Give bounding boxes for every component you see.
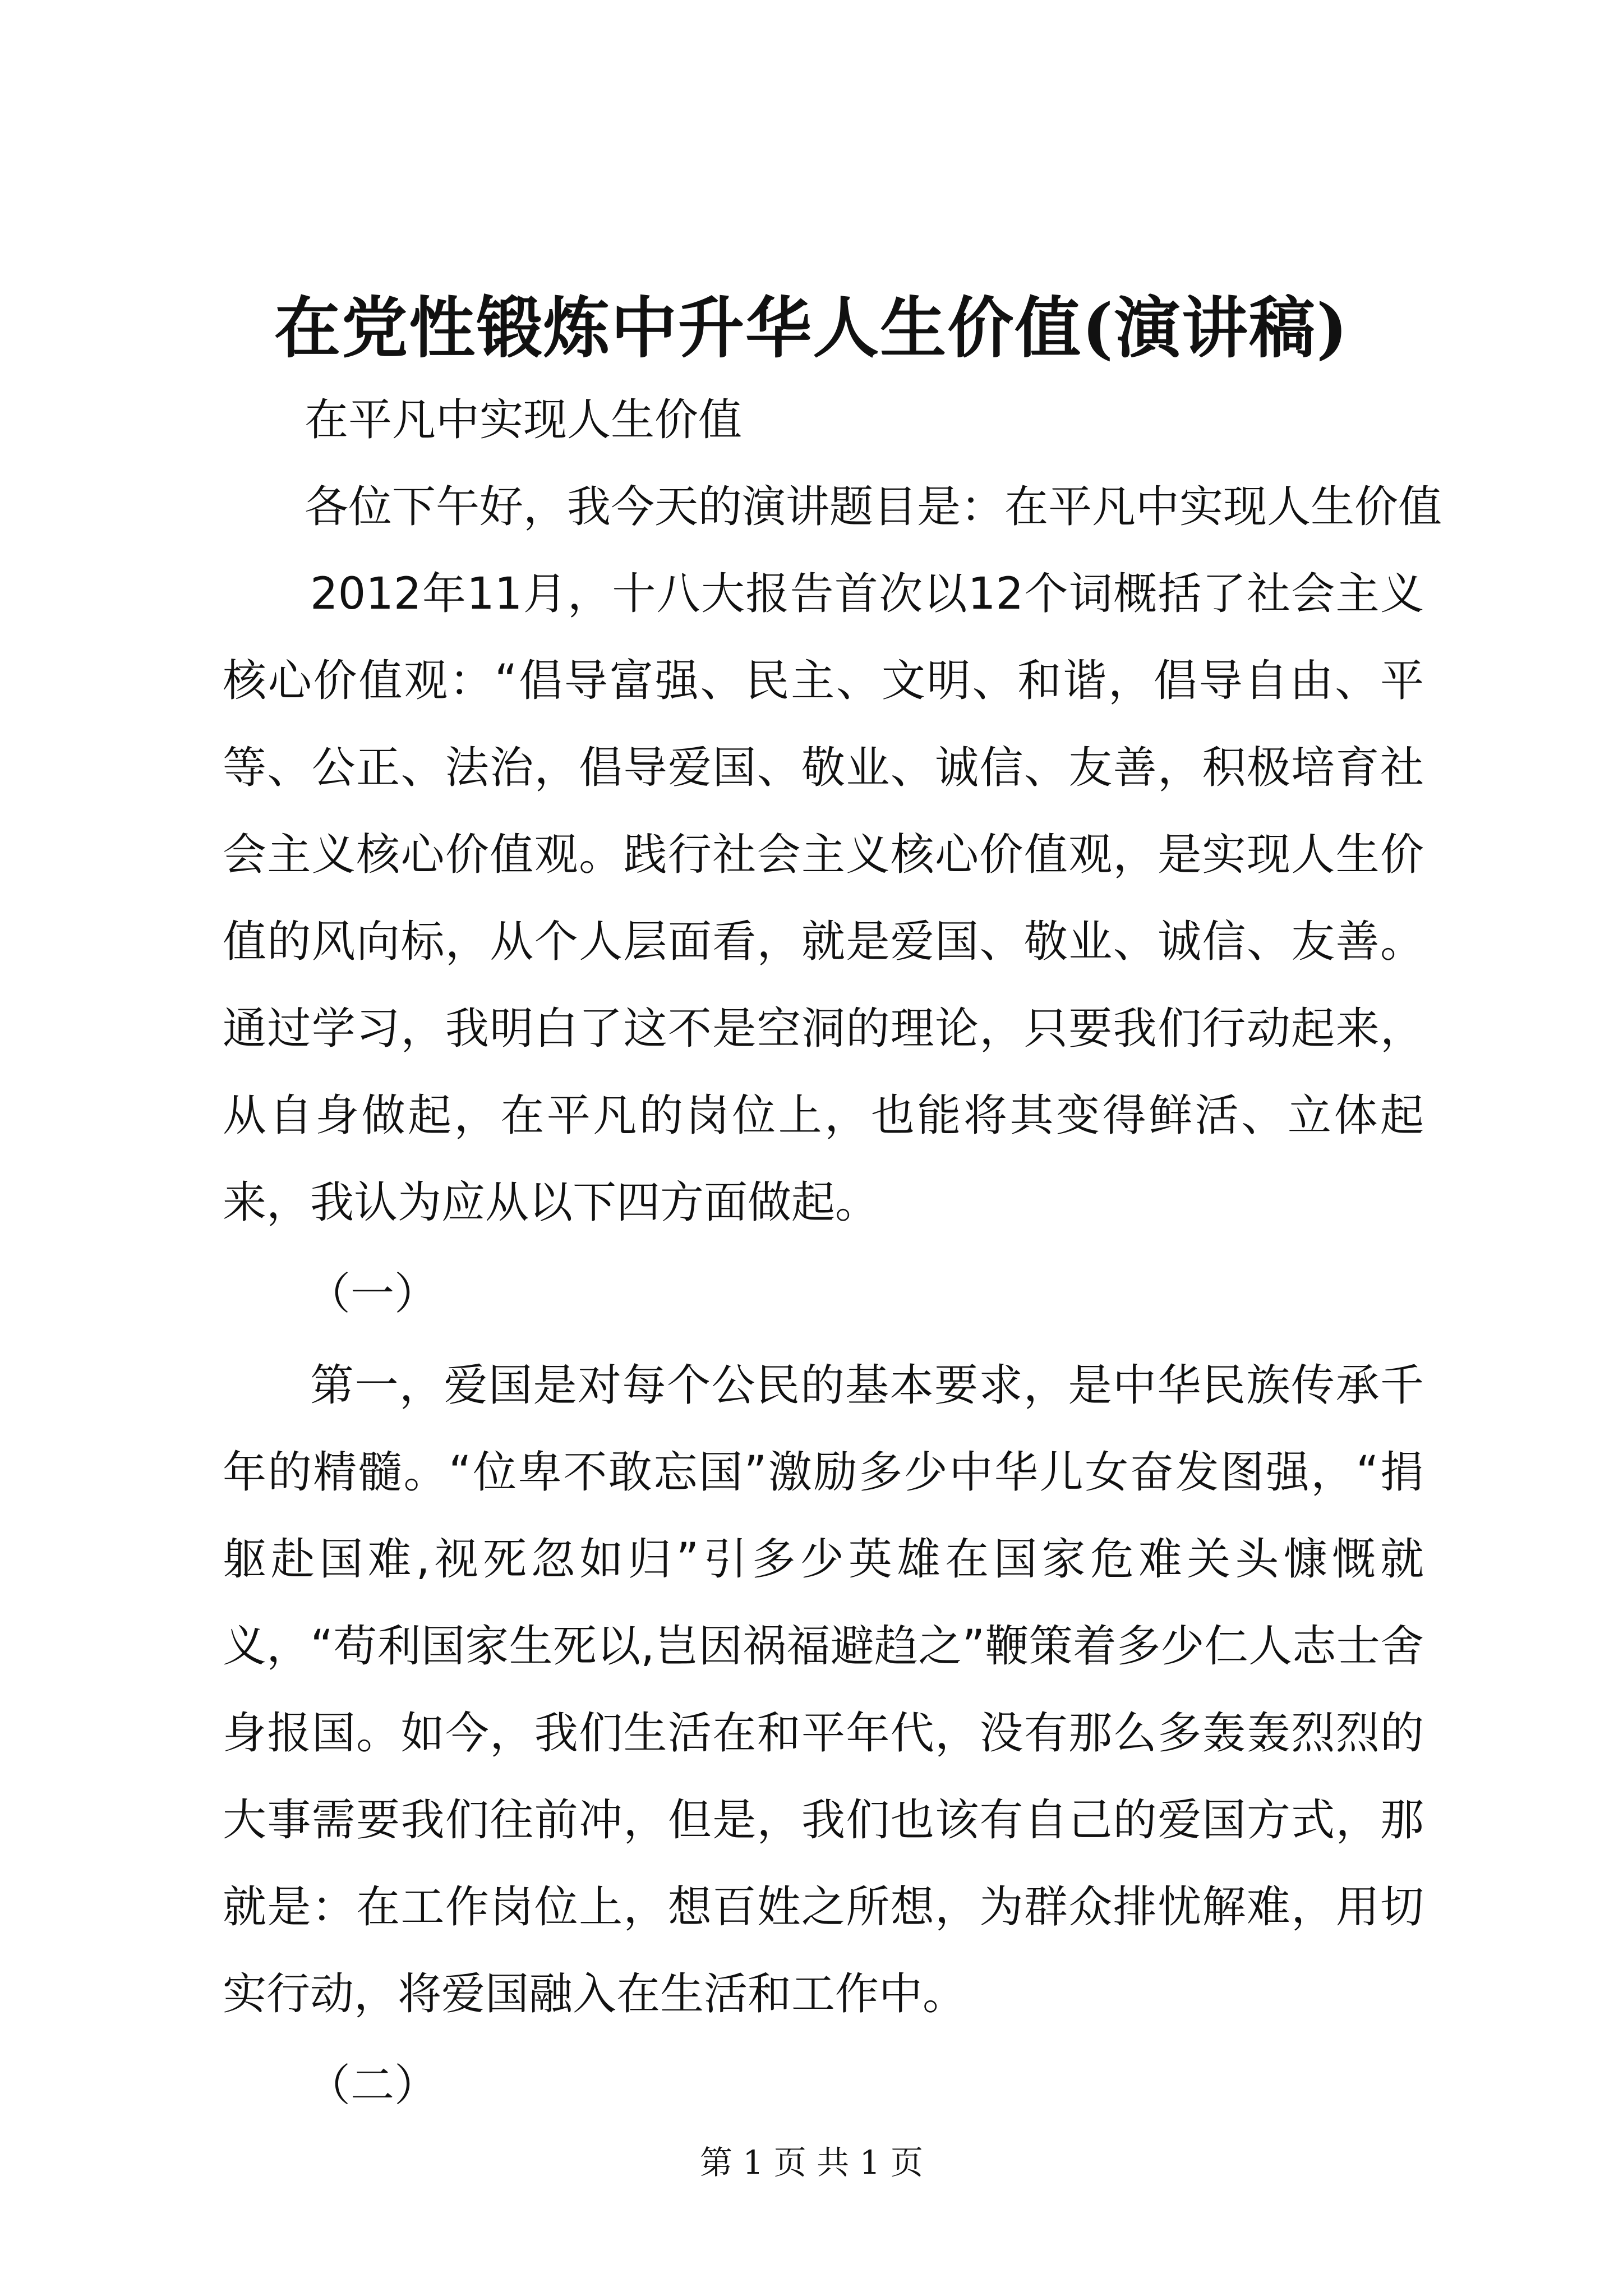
greeting-line: 各位下午好，我今天的演讲题目是：在平凡中实现人生价值 xyxy=(305,482,1442,532)
section-1-paragraph: 第一，爱国是对每个公民的基本要求，是中华民族传承千年的精髓。“位卑不敢忘国”激励多少中华儿女奋发图强，“捐躯赴国难,视死忽如归”引多少英雄在国家危难关头慷慨就义，“苟利国家生死以,岂因祸福避趋之”鞭策着多少仁人志士舍身报国。如今，我们生活在和平年代，没有那么多轰轰烈烈的大事需要我们往前冲，但是，我们也该有自己的爱国方式，那就是：在工作岗位上，想百姓之所想，为群众排忧解难，用切实行动，将爱国融入在生活和工作中。 xyxy=(223,1360,1424,2019)
section-1-label: （一） xyxy=(307,1269,439,1319)
intro-paragraph: 2012年11月，十八大报告首次以12个词概括了社会主义核心价值观：“倡导富强、民主、文明、和谐，倡导自由、平等、公正、法治，倡导爱国、敬业、诚信、友善，积极培育社会主义核心价值观。践行社会主义核心价值观，是实现人生价值的风向标，从个人层面看，就是爱国、敬业、诚信、友善。通过学习，我明白了这不是空洞的理论，只要我们行动起来，从自身做起，在平凡的岗位上，也能将其变得鲜活、立体起来，我认为应从以下四方面做起。 xyxy=(223,569,1424,1228)
page-footer: 第 1 页 共 1 页 xyxy=(700,2143,923,2182)
document-subtitle: 在平凡中实现人生价值 xyxy=(305,395,743,445)
section-2-label: （二） xyxy=(307,2060,439,2111)
document-body xyxy=(223,377,1442,2129)
document-title: 在党性锻炼中升华人生价值(演讲稿) xyxy=(274,289,1349,367)
